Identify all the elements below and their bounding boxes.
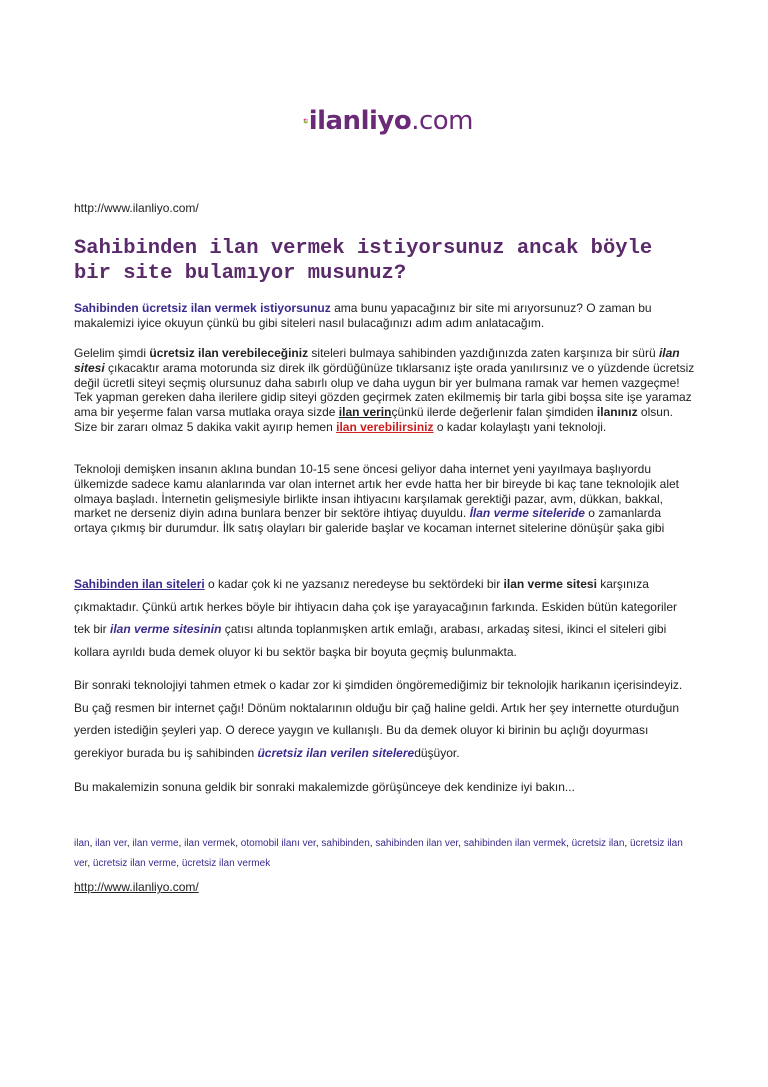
tag-link[interactable]: ilan ver — [95, 838, 127, 849]
paragraph-closing: Bu makalemizin sonuna geldik bir sonraki makalemizde görüşünceye dek kendinize iyi bakın... — [74, 780, 575, 794]
footer-url[interactable]: http://www.ilanliyo.com/ — [74, 880, 199, 894]
paragraph-intro: Sahibinden ücretsiz ilan vermek istiyorsunuz ama bunu yapacağınız bir site mi arıyorsunuz? O zaman bu makalemizi iyice okuyun çünkü bu gibi siteleri nasıl bulacağınızı adım adım anlatacağım. — [74, 301, 652, 330]
site-logo — [303, 104, 473, 138]
paragraph-5: Bir sonraki teknolojiyi tahmen etmek o kadar zor ki şimdiden öngöremediğimiz bir teknolojik harikanın içerisindeyiz. Bu çağ resmen bir internet çağı! Dönüm noktalarının olduğu bir çağ haline geldi. Artık her şey internette oturduğun yerden istediğin şeyleri yap. O derece yaygın ve kullanışlı. Bu da demek oluyor ki birinin bu açlığı doyurması gerekiyor burada bu iş sahibinden ücretsiz ilan verilen siteleredüşüyor. — [74, 678, 683, 760]
paragraph-3: Teknoloji demişken insanın aklına bundan 10-15 sene öncesi geliyor daha internet yeni yayılmaya başlıyordu ülkemizde sadece kamu alanlarında var olan internet artık her evde hatta her bir bireyde bi kaç tane teknolojik alet olmaya başladı. İnternetin gelişmesiyle birlikte insan ihtiyacını karşılamak gerektiği pazar, avm, dükkan, bakkal, market ne derseniz diyin adına bunlara benzer bir sektöre ihtiyaç duyuldu. İlan verme siteleride o zamanlarda ortaya çıkmış bir durumdur. İlk satış olayları bir galeride başlar ve kocaman internet sitelerine dönüşür şaka gibi — [74, 462, 680, 536]
tag-link[interactable]: sahibinden ilan vermek — [463, 838, 567, 849]
tag-link[interactable]: ücretsiz ilan verme — [92, 858, 177, 869]
link-ilan-verin[interactable]: ilan verin — [338, 405, 392, 420]
tag-list: ilan, ilan ver, ilan verme, ilan vermek, otomobil ilanı ver, sahibinden, sahibinden ilan ver, sahibinden ilan vermek, ücretsiz ilan, ücretsiz ilan ver, ücretsiz ilan verme, ücretsiz ilan vermek — [74, 838, 683, 869]
tag-link[interactable]: ücretsiz ilan — [571, 838, 625, 849]
tag-link[interactable]: ilan vermek — [184, 838, 236, 849]
link-ilan-verme-siteleride[interactable]: İlan verme siteleride — [469, 506, 585, 521]
link-ucretsiz-ilan-verilen-sitelere[interactable]: ücretsiz ilan verilen sitelere — [257, 745, 415, 760]
tag-link[interactable]: otomobil ilanı ver — [240, 838, 316, 849]
link-sahibinden-ilan-siteleri[interactable]: Sahibinden ilan siteleri — [74, 577, 205, 591]
tag-link[interactable]: sahibinden — [321, 838, 370, 849]
tag-link[interactable]: sahibinden ilan ver — [375, 838, 459, 849]
highlight-link[interactable]: Sahibinden ücretsiz ilan vermek istiyorsunuz — [74, 301, 331, 315]
page-title: Sahibinden ilan vermek istiyorsunuz ancak böyle bir site bulamıyor musunuz? — [74, 237, 653, 285]
link-ilan-verme-sitesinin[interactable]: ilan verme sitesinin — [110, 622, 222, 636]
tag-link[interactable]: ilan verme — [132, 838, 179, 849]
tag-link[interactable]: ilan — [74, 838, 90, 849]
tag-link[interactable]: ücretsiz ilan vermek — [181, 858, 271, 869]
tag-link[interactable]: ücretsiz ilan ver — [74, 838, 683, 869]
paragraph-2: Gelelim şimdi ücretsiz ilan verebileceğiniz siteleri bulmaya sahibinden yazdığınızda zaten karşınıza bir sürü ilan sitesi çıkacaktır arama motorunda siz direk ilk gördüğünüze tıklarsanız işte orada yanılırsınız ve o yüzdende ücretsiz değil ücretli siteyi seçmiş olursunuz daha sabırlı olup ve daha uygun bir yer bulmana ramak var hemen vazgeçme! Tek yapman gereken daha ilerilere gidip siteyi gözden geçirmek zaten ekilmemiş bir tarla gibi boşsa site işe yaramaz ama bir yeşerme falan varsa mutlaka oraya sizde ilan verinçünkü ilerde değerlenir falan şimdiden ilanınız olsun. Size bir zararı olmaz 5 dakika vakit ayırıp hemen ilan verebilirsiniz o kadar kolaylaştı yani teknoloji. — [74, 346, 695, 434]
source-url[interactable]: http://www.ilanliyo.com/ — [74, 201, 199, 215]
logo-text: ilanliyo.com — [308, 106, 473, 136]
paragraph-4: Sahibinden ilan siteleri o kadar çok ki ne yazsanız neredeyse bu sektördeki bir ilan verme sitesi karşınıza çıkmaktadır. Çünkü artık herkes böyle bir ihtiyacın daha çok işe yarayacağının farkında. Eskiden bütün kategoriler tek bir ilan verme sitesinin çatısı altında toplanmışken artık emlağı, arabası, arkadaş sitesi, ikinci el siteleri gibi kollara ayrıldı buda demek oluyor ki bu sektör başka bir boyuta geçmiş bulunmakta. — [74, 577, 677, 659]
link-ilan-verebilirsiniz[interactable]: ilan verebilirsiniz — [336, 419, 434, 434]
